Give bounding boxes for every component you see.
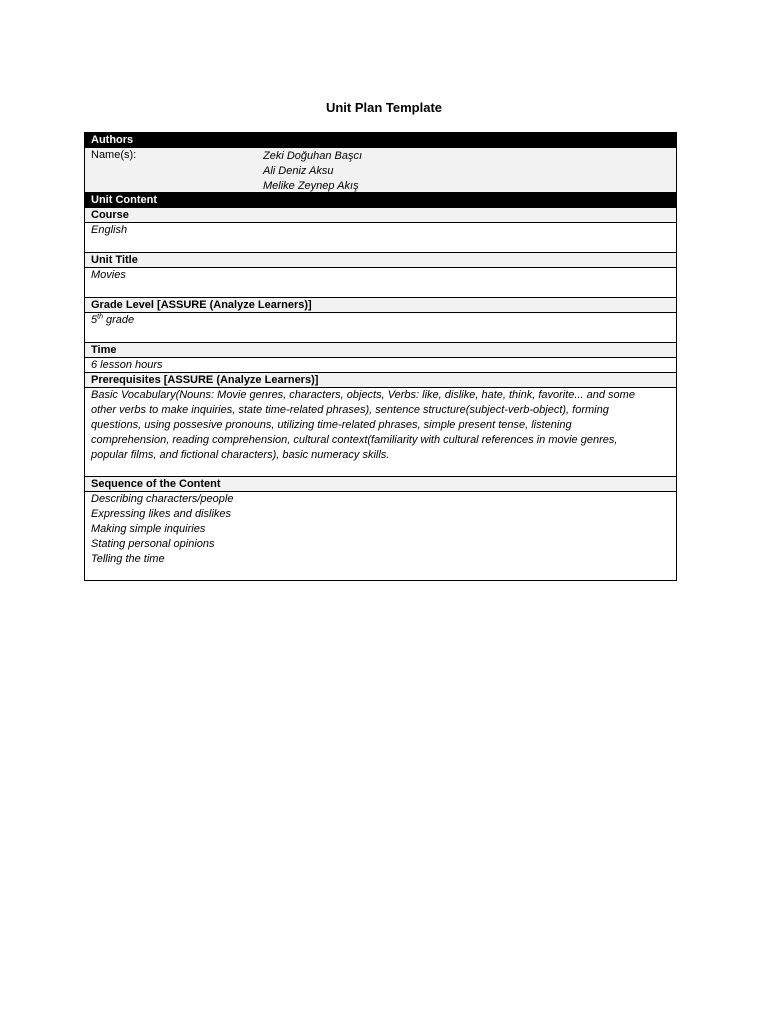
prerequisites-line: other verbs to make inquiries, state time-related phrases), sentence structure(subject-verb-object), forming (91, 404, 609, 416)
unit-title-text: Movies (91, 269, 126, 281)
names-label: Name(s): (91, 149, 137, 161)
time-value (85, 358, 676, 373)
unit-plan-table (84, 132, 677, 581)
sequence-item: Expressing likes and dislikes (91, 508, 232, 520)
unit-title-value (85, 268, 676, 298)
time-text: 6 lesson hours (91, 359, 163, 371)
page-title: Unit Plan Template (325, 100, 443, 115)
sequence-item: Making simple inquiries (91, 523, 206, 535)
author-names (263, 149, 362, 194)
sequence-item: Stating personal opinions (91, 538, 215, 550)
prerequisites-label: Prerequisites [ASSURE (Analyze Learners)] (85, 373, 676, 388)
author-name: Zeki Doğuhan Başcı (263, 150, 363, 162)
unit-title-label: Unit Title (85, 253, 676, 268)
unit-content-header: Unit Content (85, 193, 676, 208)
grade-number: 5 (91, 314, 98, 326)
grade-level-label: Grade Level [ASSURE (Analyze Learners)] (85, 298, 676, 313)
time-label: Time (85, 343, 676, 358)
sequence-item: Telling the time (91, 553, 165, 565)
grade-level-value (85, 313, 676, 343)
prerequisites-line: Basic Vocabulary(Nouns: Movie genres, characters, objects, Verbs: like, dislike, hate, think, favorite... and some (91, 389, 635, 401)
grade-suffix: th (97, 313, 103, 321)
sequence-item: Describing characters/people (91, 493, 234, 505)
prerequisites-value (85, 388, 676, 477)
prerequisites-line: comprehension, reading comprehension, cultural context(familiarity with cultural references in movie genres, (91, 434, 618, 446)
prerequisites-line: questions, using possesive pronouns, utilizing time-related phrases, simple present tense, listening (91, 419, 572, 431)
authors-header: Authors (85, 133, 676, 148)
author-name: Ali Deniz Aksu (263, 165, 334, 177)
prerequisites-line: popular films, and fictional characters), basic numeracy skills. (91, 449, 390, 461)
sequence-label: Sequence of the Content (85, 477, 676, 492)
course-value (85, 223, 676, 253)
sequence-value (85, 492, 676, 580)
author-name: Melike Zeynep Akış (263, 180, 359, 192)
authors-row (85, 148, 676, 193)
course-text: English (91, 224, 128, 236)
grade-level-text (91, 313, 670, 328)
grade-rest: grade (102, 314, 135, 326)
course-label: Course (85, 208, 676, 223)
